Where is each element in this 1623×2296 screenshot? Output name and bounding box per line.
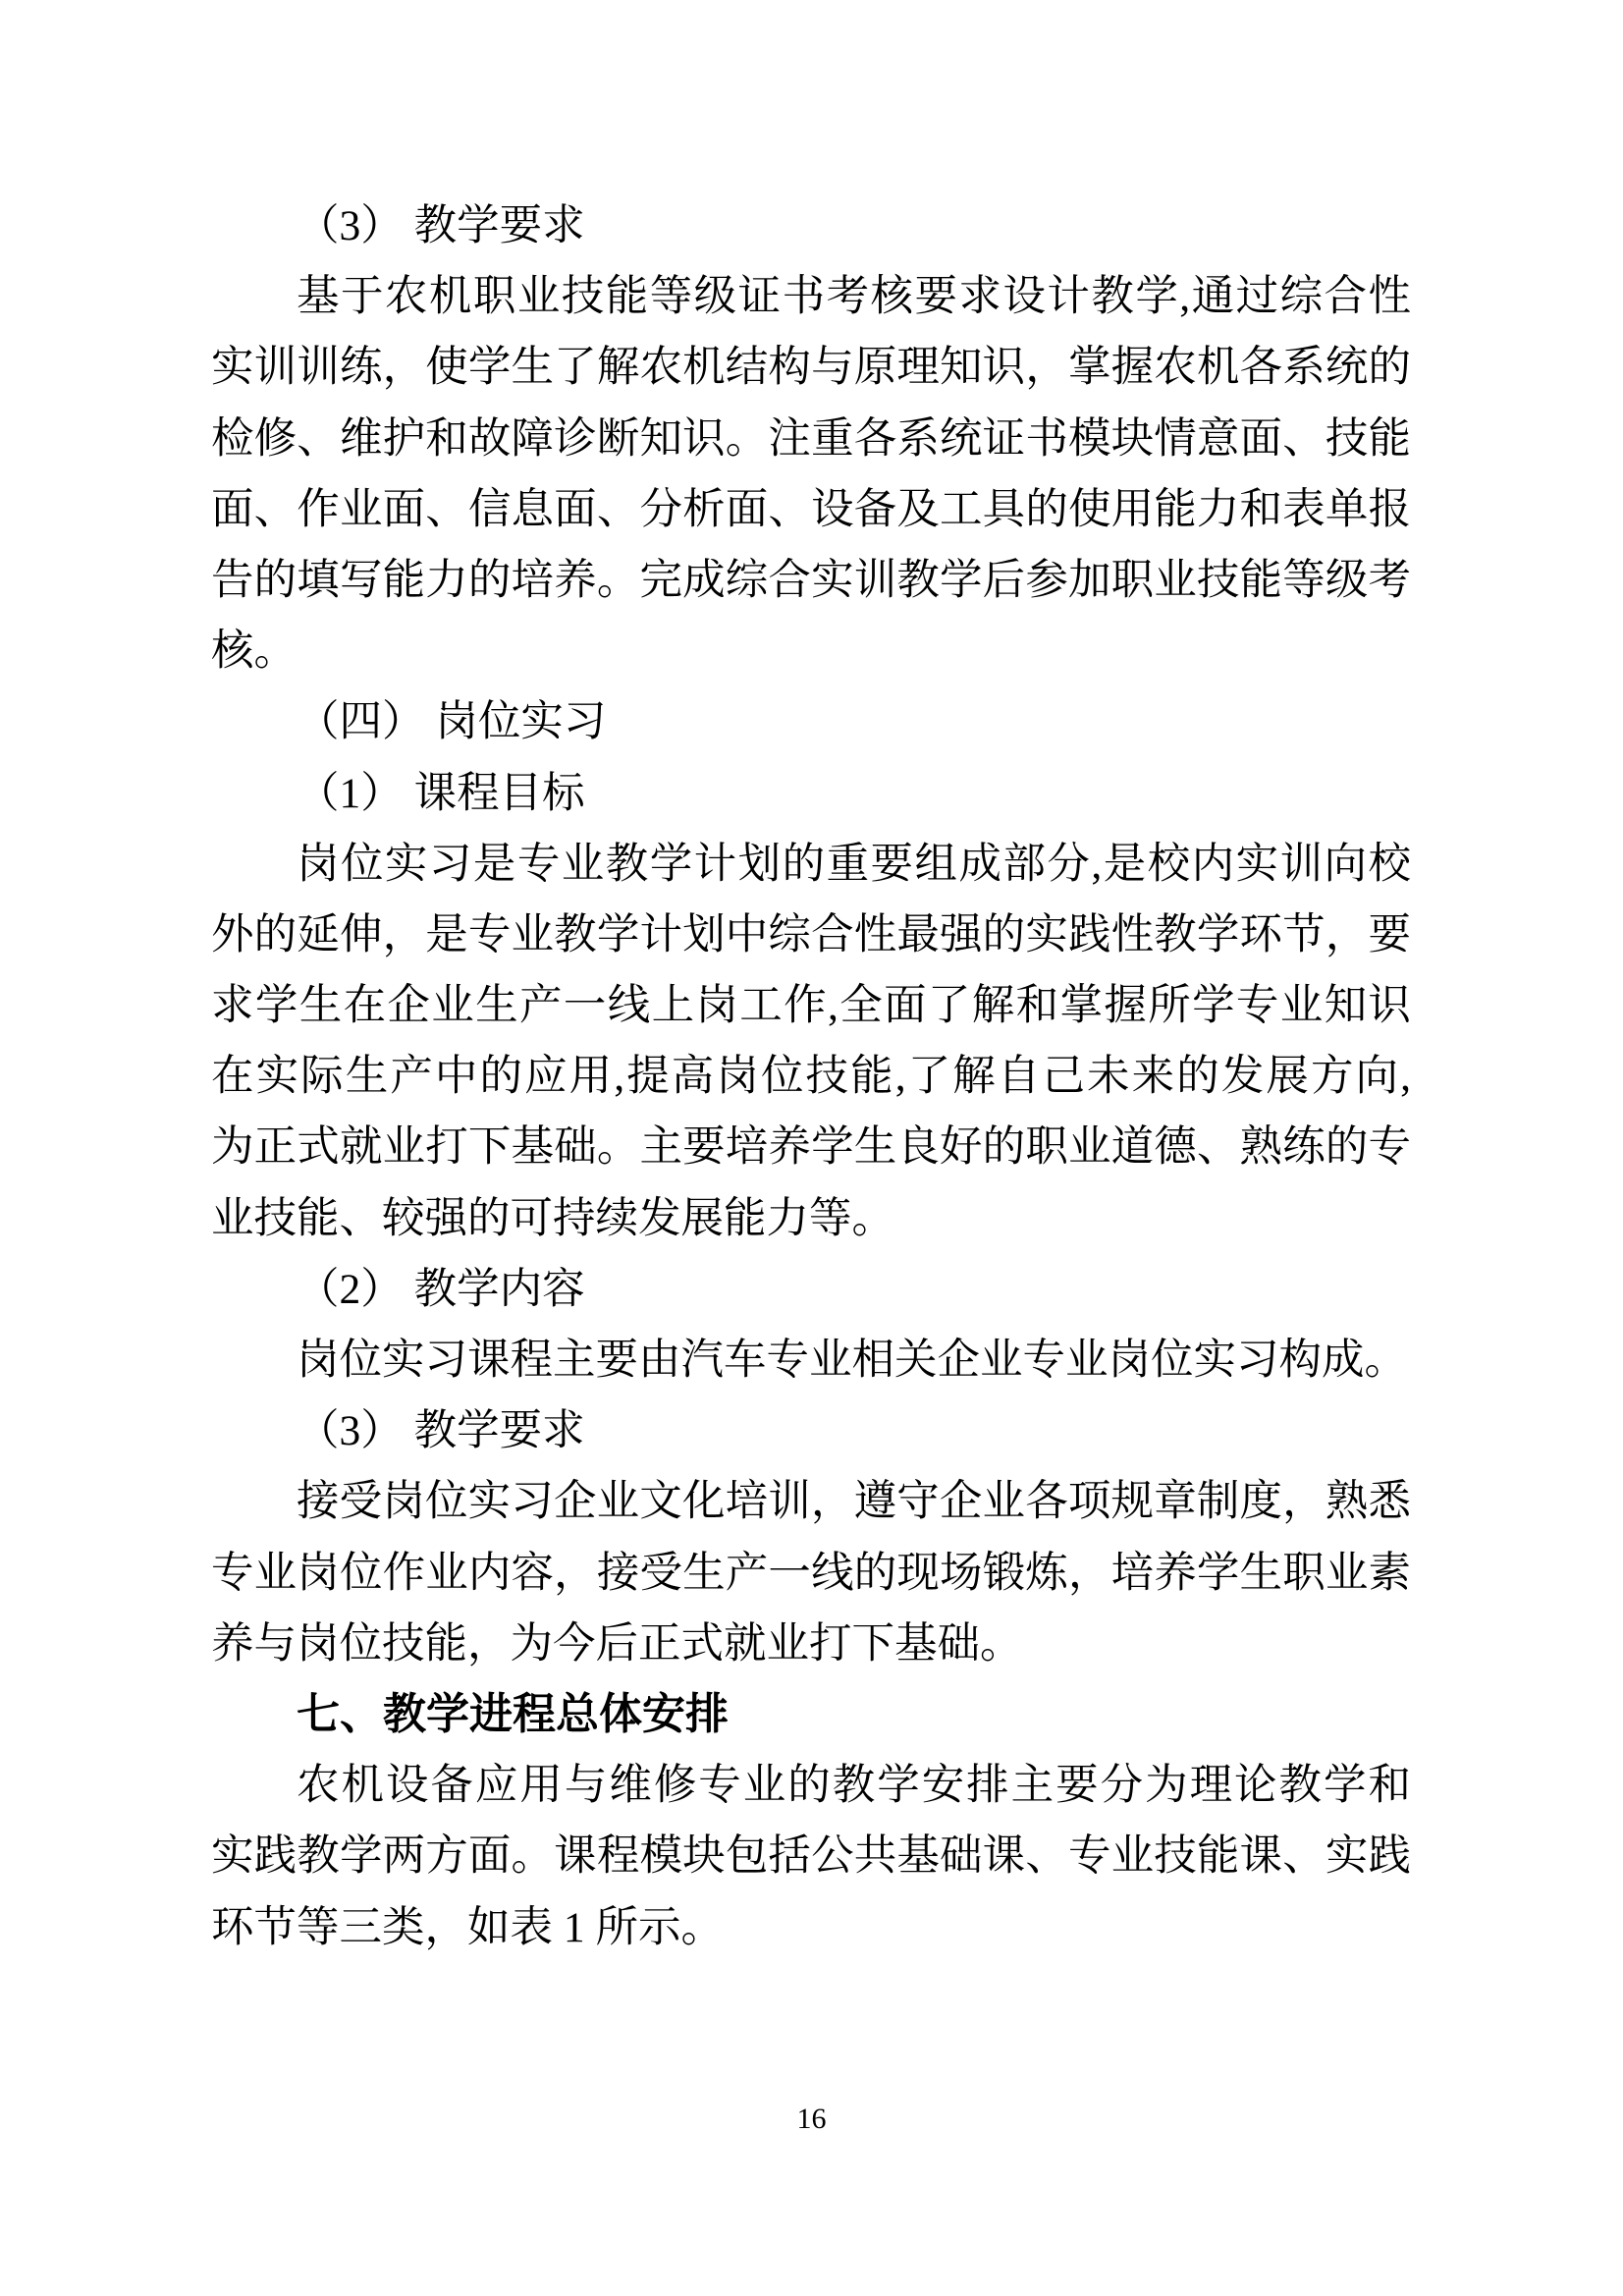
- text-line: 养与岗位技能，为今后正式就业打下基础。: [211, 1619, 1023, 1667]
- text-line: 外的延伸，是专业教学计划中综合性最强的实践性教学环节，要: [211, 910, 1411, 958]
- text-line: 在实际生产中的应用,提高岗位技能,了解自己未来的发展方向,: [211, 1053, 1411, 1101]
- text-line: 检修、维护和故障诊断知识。注重各系统证书模块情意面、技能: [211, 414, 1411, 463]
- section-heading: 七、教学进程总体安排: [297, 1689, 729, 1738]
- page-number: 16: [796, 2103, 827, 2135]
- text-line: 告的填写能力的培养。完成综合实训教学后参加职业技能等级考: [211, 556, 1411, 604]
- text-line: 核。: [211, 628, 297, 676]
- text-line: 求学生在企业生产一线上岗工作,全面了解和掌握所学专业知识: [211, 982, 1411, 1030]
- text-line: 为正式就业打下基础。主要培养学生良好的职业道德、熟练的专: [211, 1123, 1411, 1172]
- item-heading: （2） 教学内容: [297, 1265, 585, 1313]
- text-line: 岗位实习是专业教学计划的重要组成部分,是校内实训向校: [297, 840, 1411, 888]
- item-heading: （四） 岗位实习: [297, 698, 607, 746]
- text-line: 环节等三类，如表 1 所示。: [211, 1903, 724, 1951]
- text-line: 岗位实习课程主要由汽车专业相关企业专业岗位实习构成。: [297, 1337, 1407, 1384]
- text-line: 农机设备应用与维修专业的教学安排主要分为理论教学和: [297, 1762, 1411, 1810]
- text-line: 实践教学两方面。课程模块包括公共基础课、专业技能课、实践: [211, 1832, 1411, 1881]
- text-line: 专业岗位作业内容，接受生产一线的现场锻炼，培养学生职业素: [211, 1549, 1411, 1597]
- document-body: [211, 191, 1411, 1963]
- item-heading: （3） 教学要求: [297, 1407, 585, 1455]
- item-heading: （3） 教学要求: [297, 202, 585, 249]
- text-line: 实训训练，使学生了解农机结构与原理知识，掌握农机各系统的: [211, 344, 1411, 392]
- text-line: 基于农机职业技能等级证书考核要求设计教学,通过综合性: [297, 273, 1411, 321]
- text-line: 面、作业面、信息面、分析面、设备及工具的使用能力和表单报: [211, 485, 1411, 533]
- item-heading: （1） 课程目标: [297, 769, 585, 817]
- text-line: 业技能、较强的可持续发展能力等。: [211, 1194, 894, 1242]
- text-line: 接受岗位实习企业文化培训，遵守企业各项规章制度，熟悉: [297, 1478, 1411, 1526]
